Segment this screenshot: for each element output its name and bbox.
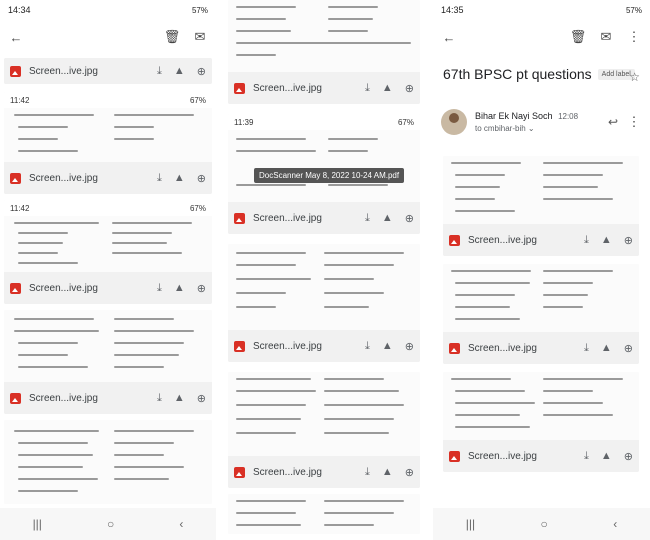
add-to-photos-icon[interactable]: ⊕ <box>196 65 206 78</box>
thumbnail-status-strip: 11:42 67% <box>4 92 212 108</box>
attachment-card[interactable] <box>228 372 420 488</box>
add-to-photos-icon[interactable]: ⊕ <box>404 212 414 225</box>
drive-icon[interactable]: ▲ <box>381 339 393 352</box>
attachment-card[interactable] <box>4 200 212 304</box>
add-to-photos-icon[interactable]: ⊕ <box>404 466 414 479</box>
chevron-down-icon: ⌄ <box>527 124 535 133</box>
attachment-card[interactable] <box>443 156 639 256</box>
attachment-card[interactable] <box>443 372 639 472</box>
attachment-filename: Screen...ive.jpg <box>468 342 537 354</box>
add-label-button[interactable]: Add label <box>598 69 635 80</box>
attachment-card[interactable] <box>4 58 212 84</box>
back-arrow-icon[interactable]: ← <box>442 29 456 45</box>
attachment-thumbnail <box>228 494 420 534</box>
add-to-photos-icon[interactable]: ⊕ <box>623 342 633 355</box>
sender-meta <box>475 111 608 133</box>
image-file-icon <box>449 451 460 462</box>
android-nav-bar <box>433 508 650 540</box>
attachment-thumbnail <box>228 0 420 72</box>
battery-status: 57% <box>625 5 642 15</box>
recent-apps-icon[interactable]: ||| <box>465 517 476 531</box>
right-panel <box>433 0 650 540</box>
download-icon[interactable]: ⤓ <box>157 171 162 184</box>
image-file-icon <box>10 173 21 184</box>
attachment-card[interactable] <box>4 420 212 504</box>
avatar[interactable] <box>441 109 467 135</box>
attachment-filename: Screen...ive.jpg <box>253 466 322 478</box>
back-arrow-icon[interactable]: ← <box>9 29 23 45</box>
download-icon[interactable]: ⤓ <box>365 465 370 478</box>
email-subject-row <box>443 66 635 82</box>
image-file-icon <box>234 467 245 478</box>
status-time: 14:35 <box>441 5 464 15</box>
middle-panel <box>226 0 422 540</box>
battery-status: 57% <box>191 5 208 15</box>
nav-back-icon[interactable]: ‹ <box>179 517 184 531</box>
attachment-thumbnail <box>4 310 212 382</box>
image-file-icon <box>234 83 245 94</box>
drive-icon[interactable]: ▲ <box>173 281 185 294</box>
download-icon[interactable]: ⤓ <box>365 81 370 94</box>
thumbnail-status-strip: 11:39 67% <box>228 114 420 130</box>
status-bar <box>433 0 650 20</box>
image-file-icon <box>10 283 21 294</box>
attachment-card[interactable] <box>228 244 420 362</box>
drive-icon[interactable]: ▲ <box>600 341 612 354</box>
attachment-card[interactable] <box>4 92 212 194</box>
file-tooltip: DocScanner May 8, 2022 10-24 AM.pdf <box>254 168 404 183</box>
attachment-thumbnail <box>228 244 420 330</box>
trash-icon[interactable]: 🗑 <box>163 29 181 44</box>
more-options-icon[interactable]: ⋮ <box>627 29 641 44</box>
download-icon[interactable]: ⤓ <box>157 64 162 77</box>
image-file-icon <box>234 341 245 352</box>
thumbnail-status-strip: 11:42 67% <box>4 200 212 216</box>
drive-icon[interactable]: ▲ <box>173 64 185 77</box>
attachment-filename: Screen...ive.jpg <box>29 282 98 294</box>
sender-name: Bihar Ek Nayi Soch <box>475 111 553 121</box>
recipient-line[interactable] <box>475 124 608 133</box>
left-panel <box>0 0 216 540</box>
more-options-icon[interactable]: ⋮ <box>627 114 641 129</box>
image-file-icon <box>10 393 21 404</box>
image-file-icon <box>10 66 21 77</box>
attachment-thumbnail <box>4 200 212 272</box>
add-to-photos-icon[interactable]: ⊕ <box>196 172 206 185</box>
download-icon[interactable]: ⤓ <box>365 339 370 352</box>
add-to-photos-icon[interactable]: ⊕ <box>196 392 206 405</box>
status-bar <box>0 0 216 20</box>
email-subject: 67th BPSC pt questions <box>443 66 592 82</box>
attachment-card[interactable] <box>228 114 420 234</box>
download-icon[interactable]: ⤓ <box>157 391 162 404</box>
mail-icon[interactable]: ✉ <box>194 29 206 44</box>
attachment-thumbnail <box>443 156 639 224</box>
attachment-thumbnail <box>4 92 212 162</box>
nav-back-icon[interactable]: ‹ <box>613 517 618 531</box>
attachment-filename: Screen...ive.jpg <box>253 212 322 224</box>
attachment-filename: Screen...ive.jpg <box>253 82 322 94</box>
drive-icon[interactable]: ▲ <box>173 391 185 404</box>
download-icon[interactable]: ⤓ <box>157 281 162 294</box>
attachment-thumbnail <box>4 420 212 504</box>
download-icon[interactable]: ⤓ <box>584 449 589 462</box>
attachment-filename: Screen...ive.jpg <box>253 340 322 352</box>
mail-icon[interactable]: ✉ <box>600 29 612 44</box>
image-file-icon <box>449 343 460 354</box>
trash-icon[interactable]: 🗑 <box>569 29 587 44</box>
attachment-thumbnail <box>228 114 420 202</box>
android-nav-bar <box>0 508 216 540</box>
status-time: 14:34 <box>8 5 31 15</box>
attachment-thumbnail <box>228 372 420 456</box>
attachment-card[interactable] <box>228 0 420 104</box>
toolbar <box>433 20 650 54</box>
home-icon[interactable]: ○ <box>540 517 548 531</box>
recent-apps-icon[interactable]: ||| <box>32 517 42 531</box>
attachment-filename: Screen...ive.jpg <box>29 392 98 404</box>
attachment-thumbnail <box>443 264 639 332</box>
attachment-filename: Screen...ive.jpg <box>468 450 537 462</box>
image-file-icon <box>234 213 245 224</box>
drive-icon[interactable]: ▲ <box>381 81 393 94</box>
email-time: 12:08 <box>558 112 579 121</box>
attachment-card[interactable] <box>4 310 212 414</box>
attachment-card[interactable] <box>228 494 420 534</box>
download-icon[interactable]: ⤓ <box>584 341 589 354</box>
sender-row <box>441 104 642 140</box>
drive-icon[interactable]: ▲ <box>173 171 185 184</box>
attachment-filename: Screen...ive.jpg <box>29 65 98 77</box>
drive-icon[interactable]: ▲ <box>600 233 612 246</box>
attachment-filename: Screen...ive.jpg <box>468 234 537 246</box>
add-to-photos-icon[interactable]: ⊕ <box>623 450 633 463</box>
drive-icon[interactable]: ▲ <box>381 465 393 478</box>
attachment-card[interactable] <box>443 264 639 364</box>
recipient-text: to cmbihar-bih <box>475 124 526 133</box>
drive-icon[interactable]: ▲ <box>600 449 612 462</box>
add-to-photos-icon[interactable]: ⊕ <box>196 282 206 295</box>
download-icon[interactable]: ⤓ <box>584 233 589 246</box>
add-to-photos-icon[interactable]: ⊕ <box>404 340 414 353</box>
toolbar <box>0 20 216 54</box>
image-file-icon <box>449 235 460 246</box>
add-to-photos-icon[interactable]: ⊕ <box>623 234 633 247</box>
drive-icon[interactable]: ▲ <box>381 211 393 224</box>
home-icon[interactable]: ○ <box>107 517 115 531</box>
star-icon[interactable]: ☆ <box>629 70 640 84</box>
download-icon[interactable]: ⤓ <box>365 211 370 224</box>
attachment-thumbnail <box>443 372 639 440</box>
add-to-photos-icon[interactable]: ⊕ <box>404 82 414 95</box>
attachment-filename: Screen...ive.jpg <box>29 172 98 184</box>
reply-icon[interactable]: ↩ <box>607 115 618 129</box>
